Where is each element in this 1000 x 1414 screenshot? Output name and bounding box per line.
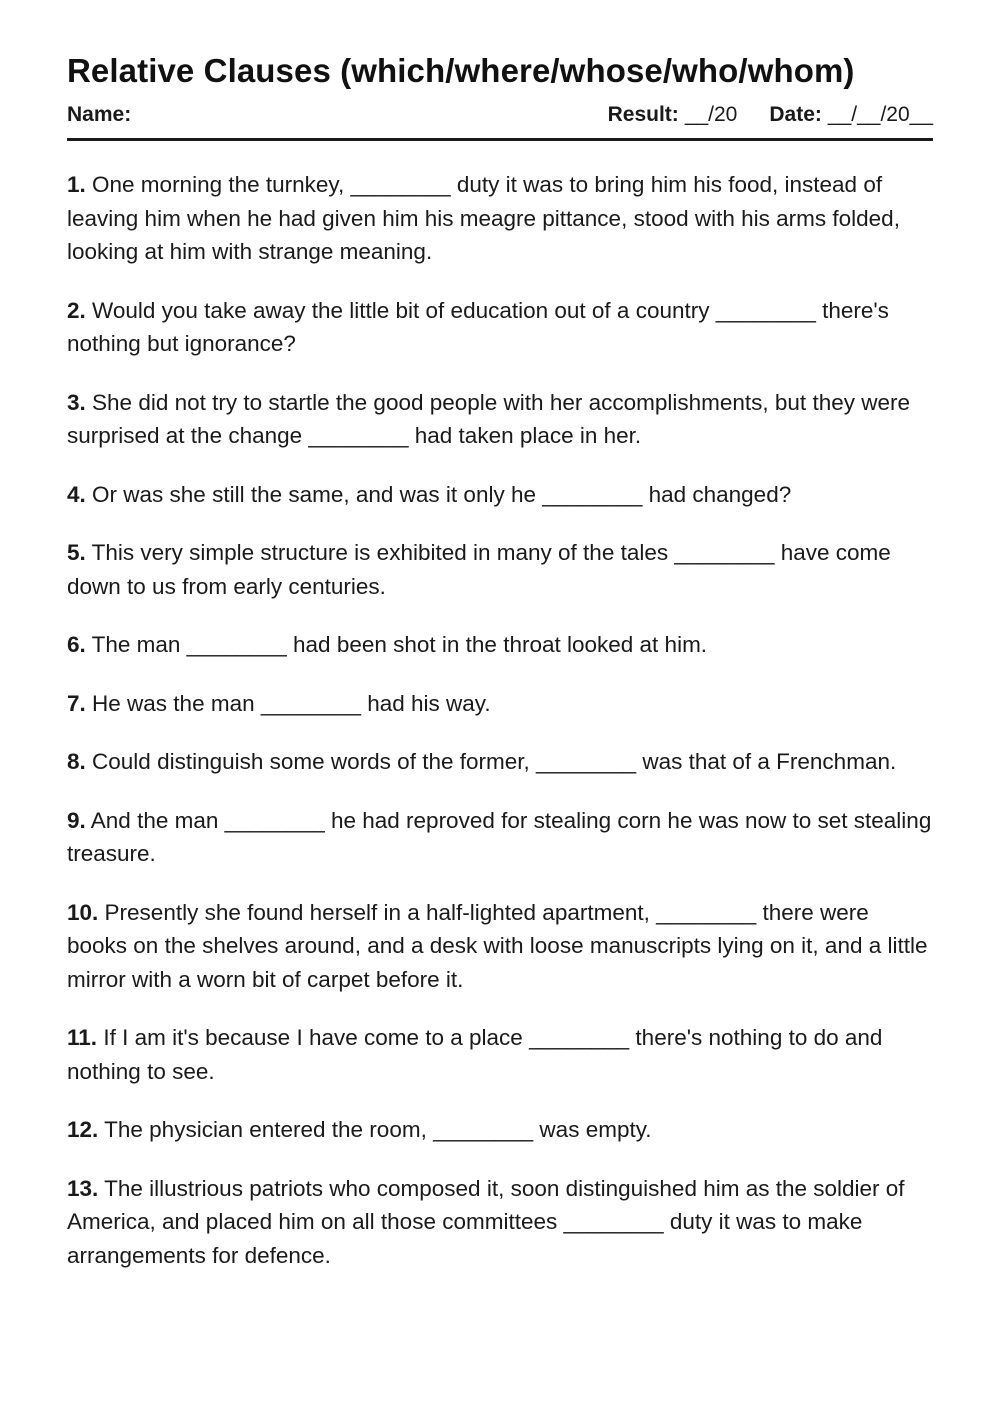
header-fields bbox=[67, 100, 933, 141]
question-text: One morning the turnkey, ________ duty it was to bring him his food, instead of leaving him when he had given him his meagre pittance, stood with his arms folded, looking at him with strange meaning. bbox=[67, 172, 900, 264]
question-item bbox=[67, 687, 933, 721]
question-text: Could distinguish some words of the former, ________ was that of a Frenchman. bbox=[92, 749, 897, 774]
name-label: Name: bbox=[67, 103, 132, 126]
question-text: The man ________ had been shot in the throat looked at him. bbox=[91, 632, 708, 657]
question-item bbox=[67, 168, 933, 269]
question-number: 2. bbox=[67, 297, 86, 323]
question-item bbox=[67, 294, 933, 361]
question-text: Or was she still the same, and was it only he ________ had changed? bbox=[92, 481, 792, 507]
question-item bbox=[67, 536, 933, 603]
date-label: Date: bbox=[769, 103, 822, 126]
question-item bbox=[67, 386, 933, 453]
question-item bbox=[67, 1021, 933, 1088]
name-field bbox=[67, 100, 131, 130]
question-number: 10. bbox=[67, 899, 99, 925]
question-number: 5. bbox=[67, 540, 86, 565]
question-item bbox=[67, 628, 933, 662]
question-item bbox=[67, 896, 933, 997]
question-item bbox=[67, 478, 933, 512]
question-number: 7. bbox=[67, 690, 86, 716]
question-list bbox=[67, 168, 933, 1272]
question-item bbox=[67, 1113, 933, 1147]
result-value: __/20 bbox=[684, 103, 738, 126]
question-text: And the man ________ he had reproved for stealing corn he was now to set stealing treasure. bbox=[67, 807, 932, 866]
question-number: 4. bbox=[67, 481, 86, 507]
question-number: 12. bbox=[67, 1117, 99, 1142]
question-text: If I am it's because I have come to a place ________ there's nothing to do and nothing to see. bbox=[67, 1025, 883, 1084]
date-field bbox=[769, 100, 933, 130]
question-number: 9. bbox=[67, 807, 86, 833]
question-text: Presently she found herself in a half-lighted apartment, ________ there were books on the shelves around, and a desk with loose manuscripts lying on it, and a little mirror with a worn bit of carpet before it. bbox=[67, 899, 928, 992]
question-text: The illustrious patriots who composed it, soon distinguished him as the soldier of America, and placed him on all those committees ________ duty it was to make arrangements for defence. bbox=[67, 1175, 905, 1268]
question-number: 8. bbox=[67, 749, 86, 774]
question-text: This very simple structure is exhibited in many of the tales ________ have come down to us from early centuries. bbox=[67, 540, 891, 599]
question-item bbox=[67, 1172, 933, 1273]
result-field bbox=[608, 100, 738, 130]
question-number: 1. bbox=[67, 172, 86, 197]
question-item bbox=[67, 804, 933, 871]
question-number: 6. bbox=[67, 632, 86, 657]
page-title: Relative Clauses (which/where/whose/who/whom) bbox=[67, 52, 855, 89]
result-date-fields bbox=[608, 100, 933, 130]
question-number: 3. bbox=[67, 389, 86, 415]
question-number: 13. bbox=[67, 1175, 99, 1201]
result-label: Result: bbox=[607, 103, 679, 126]
question-number: 11. bbox=[67, 1025, 98, 1050]
worksheet-page bbox=[67, 50, 933, 1297]
question-text: Would you take away the little bit of education out of a country ________ there's nothing but ignorance? bbox=[67, 297, 889, 356]
question-text: The physician entered the room, ________ was empty. bbox=[104, 1117, 652, 1142]
date-value: __/__/20__ bbox=[827, 103, 933, 126]
question-item bbox=[67, 745, 933, 779]
question-text: She did not try to startle the good people with her accomplishments, but they were surprised at the change ________ had taken place in her. bbox=[67, 389, 910, 448]
question-text: He was the man ________ had his way. bbox=[92, 690, 491, 716]
